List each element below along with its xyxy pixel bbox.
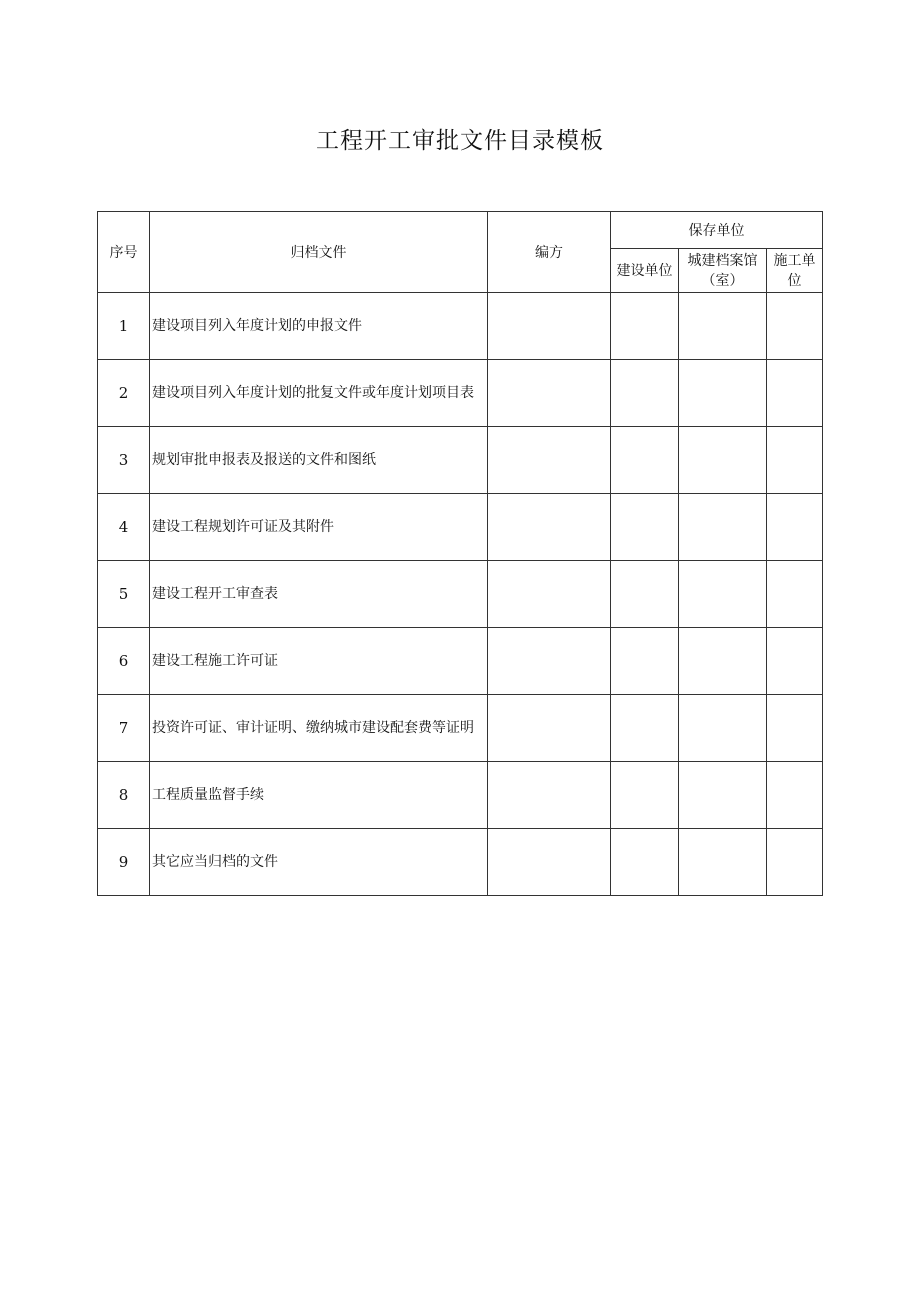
- row-builder-cell: [611, 360, 679, 427]
- row-seq: 6: [98, 628, 150, 695]
- row-archive-cell: [679, 427, 767, 494]
- header-seq: 序号: [98, 212, 150, 293]
- row-organizer-cell: [488, 427, 611, 494]
- row-contractor-cell: [767, 829, 823, 896]
- row-archive-cell: [679, 293, 767, 360]
- row-builder-cell: [611, 762, 679, 829]
- row-seq: 3: [98, 427, 150, 494]
- row-document: 工程质量监督手续: [150, 762, 488, 829]
- table-row: [98, 427, 823, 494]
- table-row: [98, 829, 823, 896]
- row-archive-cell: [679, 561, 767, 628]
- row-contractor-cell: [767, 427, 823, 494]
- row-organizer-cell: [488, 561, 611, 628]
- row-document: 其它应当归档的文件: [150, 829, 488, 896]
- row-contractor-cell: [767, 628, 823, 695]
- header-organizer: 编方: [488, 212, 611, 293]
- row-seq: 8: [98, 762, 150, 829]
- header-document: 归档文件: [150, 212, 488, 293]
- row-organizer-cell: [488, 695, 611, 762]
- row-seq: 2: [98, 360, 150, 427]
- row-seq: 5: [98, 561, 150, 628]
- row-builder-cell: [611, 427, 679, 494]
- row-document: 建设工程规划许可证及其附件: [150, 494, 488, 561]
- header-storage-builder: 建设单位: [611, 249, 679, 293]
- row-organizer-cell: [488, 360, 611, 427]
- row-contractor-cell: [767, 762, 823, 829]
- header-storage: 保存单位: [611, 212, 823, 249]
- row-builder-cell: [611, 628, 679, 695]
- row-contractor-cell: [767, 360, 823, 427]
- row-organizer-cell: [488, 628, 611, 695]
- row-seq: 9: [98, 829, 150, 896]
- row-archive-cell: [679, 360, 767, 427]
- table-row: [98, 695, 823, 762]
- row-organizer-cell: [488, 293, 611, 360]
- row-document: 建设工程施工许可证: [150, 628, 488, 695]
- table-row: [98, 628, 823, 695]
- row-contractor-cell: [767, 293, 823, 360]
- table-row: [98, 762, 823, 829]
- row-contractor-cell: [767, 695, 823, 762]
- row-document: 建设项目列入年度计划的申报文件: [150, 293, 488, 360]
- row-organizer-cell: [488, 762, 611, 829]
- row-organizer-cell: [488, 494, 611, 561]
- page-title: 工程开工审批文件目录模板: [316, 128, 604, 154]
- header-storage-contractor: 施工单位: [767, 249, 823, 293]
- row-builder-cell: [611, 293, 679, 360]
- row-builder-cell: [611, 494, 679, 561]
- row-builder-cell: [611, 829, 679, 896]
- row-archive-cell: [679, 829, 767, 896]
- table-row: [98, 494, 823, 561]
- row-seq: 7: [98, 695, 150, 762]
- row-document: 规划审批申报表及报送的文件和图纸: [150, 427, 488, 494]
- table-row: [98, 360, 823, 427]
- row-archive-cell: [679, 628, 767, 695]
- row-archive-cell: [679, 762, 767, 829]
- header-storage-archive: 城建档案馆（室）: [679, 249, 767, 293]
- row-archive-cell: [679, 695, 767, 762]
- row-document: 建设工程开工审查表: [150, 561, 488, 628]
- row-seq: 4: [98, 494, 150, 561]
- row-builder-cell: [611, 561, 679, 628]
- row-archive-cell: [679, 494, 767, 561]
- row-contractor-cell: [767, 561, 823, 628]
- table-row: [98, 561, 823, 628]
- row-document: 投资许可证、审计证明、缴纳城市建设配套费等证明: [150, 695, 488, 762]
- row-builder-cell: [611, 695, 679, 762]
- row-contractor-cell: [767, 494, 823, 561]
- table-row: [98, 293, 823, 360]
- archive-table: [97, 211, 823, 896]
- row-document: 建设项目列入年度计划的批复文件或年度计划项目表: [150, 360, 488, 427]
- row-seq: 1: [98, 293, 150, 360]
- row-organizer-cell: [488, 829, 611, 896]
